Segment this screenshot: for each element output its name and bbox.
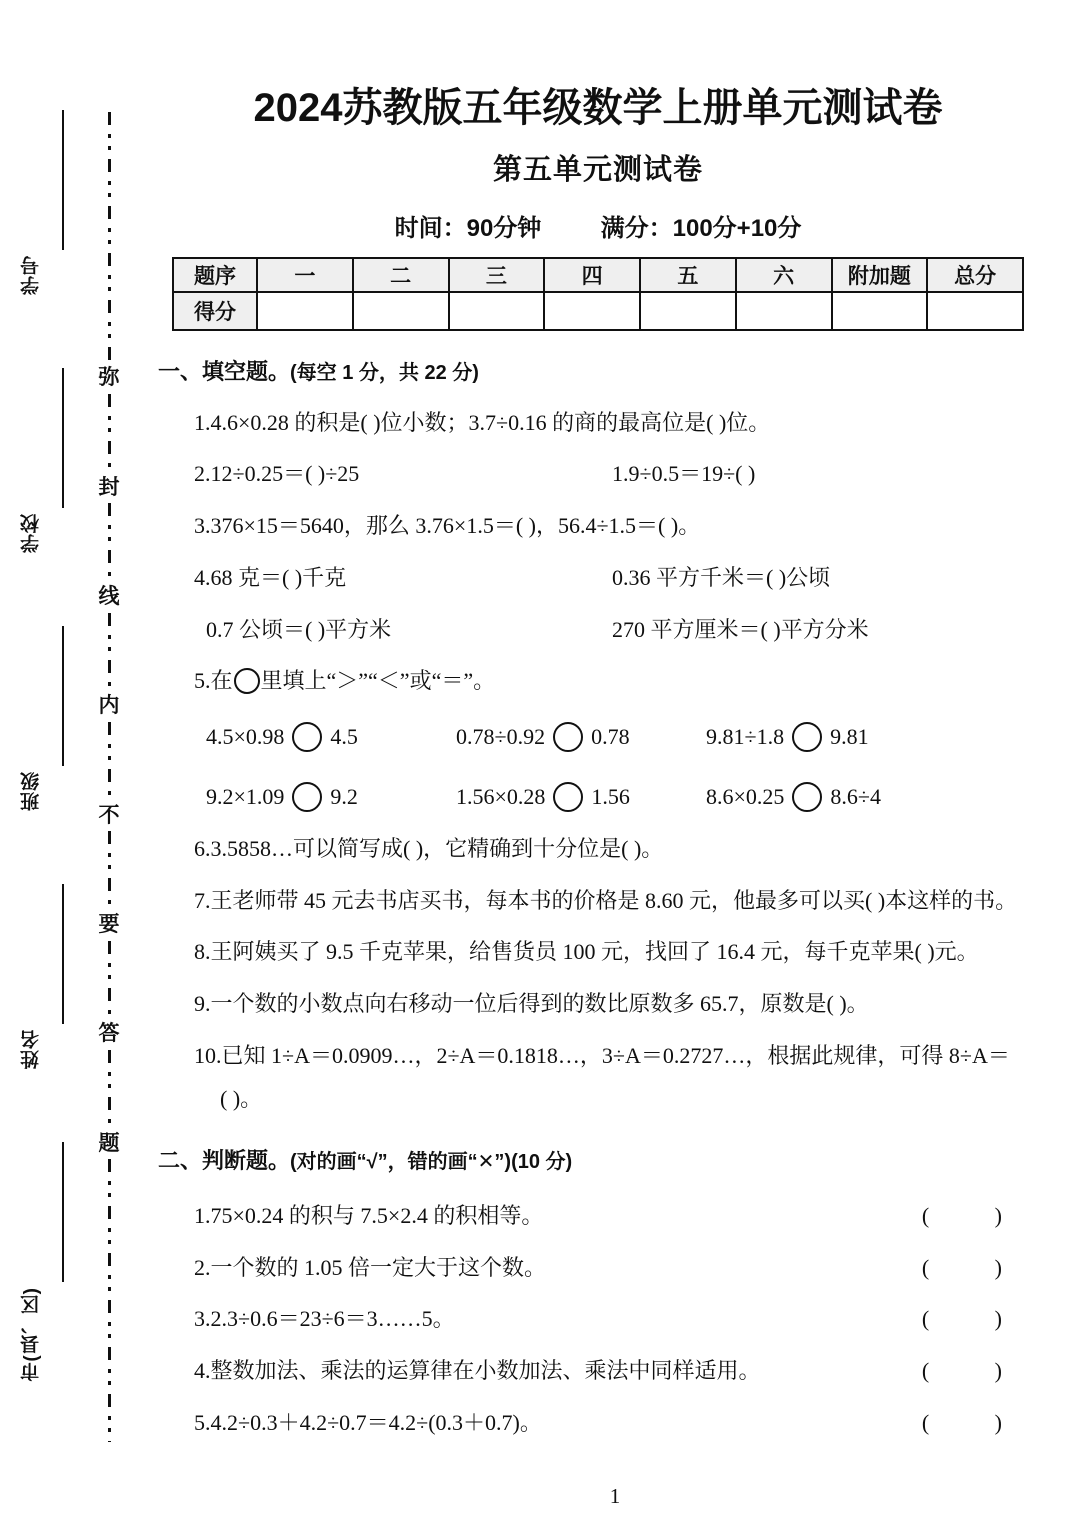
section-heading-1 [158,355,1038,386]
question-4b [158,615,1038,645]
seal-line-char: 弥 [98,366,120,390]
comparison-item [456,722,706,752]
question-10-continued: ( )。 [220,1086,263,1112]
seal-line-segment [96,831,122,910]
score-cell[interactable] [832,292,928,330]
field-rule [62,110,64,250]
seal-line-segment [96,112,122,363]
question-10: 10.已知 1÷A＝0.0909…，2÷A＝0.1818…，3÷A＝0.2727…，根据此规律，可得 8÷A＝ [194,1042,1010,1068]
question-2-left: 2.12÷0.25＝( )÷25 [194,461,360,487]
field-姓名 [18,884,88,1134]
score-table [172,257,1024,331]
score-cell[interactable] [544,292,640,330]
comparison-right: 4.5 [330,723,358,749]
comparison-item [206,722,456,752]
table-row [173,292,1023,330]
question-2-right: 1.9÷0.5＝19÷( ) [612,461,756,487]
score-cell[interactable] [353,292,449,330]
table-row [173,258,1023,292]
score-cell[interactable] [257,292,353,330]
score-cell[interactable] [449,292,545,330]
comparison-left: 8.6×0.25 [706,783,785,809]
comparison-left: 4.5×0.98 [206,723,285,749]
question-4 [158,563,1038,593]
comparison-item [206,782,456,812]
field-label: 学号 [21,255,42,295]
table-col-header: 五 [640,258,736,292]
comparison-left: 9.2×1.09 [206,783,285,809]
seal-dashed-line [96,112,122,1442]
seal-line-segment [96,722,122,801]
question-4b-right: 270 平方厘米＝( )平方分米 [612,616,869,642]
field-rule [62,626,64,766]
question-4-right: 0.36 平方千米＝( )公顷 [612,564,831,590]
field-学校 [18,368,88,618]
exam-page [150,0,1080,1527]
seal-line-segment [96,613,122,692]
section-heading-sub: (对的画“√”，错的画“✕”)(10 分) [290,1151,573,1174]
seal-line-char: 线 [98,584,120,608]
question-4b-left: 0.7 公顷＝( )平方米 [206,616,392,642]
comparison-item [706,782,1038,812]
table-col-header: 总分 [927,258,1023,292]
comparison-right: 0.78 [591,723,630,749]
field-班级 [18,626,88,876]
seal-line-segment [96,1159,122,1442]
seal-line-segment [96,1050,122,1129]
tf-item-5 [158,1408,1038,1438]
compare-circle-icon[interactable] [234,668,260,694]
section-heading-title: 二、判断题。 [158,1148,291,1174]
tf-item-2 [158,1253,1038,1283]
total-score-label: 满分：100分+10分 [600,214,802,242]
comparison-right: 1.56 [591,783,630,809]
table-col-header: 三 [449,258,545,292]
tf-answer-blank[interactable]: ( ) [921,1306,1032,1332]
question-5-suffix: 里填上“＞”“＜”或“＝”。 [260,668,496,694]
table-col-header: 四 [544,258,640,292]
question-5 [158,666,1038,696]
tf-item-text: 1.75×0.24 的积与 7.5×2.4 的积相等。 [194,1203,544,1229]
question-4-left: 4.68 克＝( )千克 [194,564,347,590]
comparison-left: 9.81÷1.8 [706,723,785,749]
score-cell[interactable] [736,292,832,330]
score-cell[interactable] [640,292,736,330]
tf-answer-blank[interactable]: ( ) [921,1254,1032,1280]
page-title: 2024苏教版五年级数学上册单元测试卷 [253,86,943,130]
comparison-right: 8.6÷4 [830,783,881,809]
tf-item-text: 5.4.2÷0.3＋4.2÷0.7＝4.2÷(0.3＋0.7)。 [194,1409,542,1435]
seal-line-segment [96,941,122,1020]
question-6: 6.3.5858…可以简写成( )，它精确到十分位是( )。 [194,835,664,861]
table-col-header: 附加题 [832,258,928,292]
table-row-header: 题序 [173,258,257,292]
section-heading-sub: (每空 1 分，共 22 分) [290,361,479,384]
seal-line-char: 内 [98,694,120,718]
score-cell[interactable] [927,292,1023,330]
comparison-right: 9.2 [330,783,358,809]
field-label: 学校 [21,513,42,553]
page-subtitle: 第五单元测试卷 [492,153,703,186]
student-info-fields [18,110,88,1430]
tf-item-text: 3.2.3÷0.6＝23÷6＝3……5。 [194,1306,455,1332]
section-heading-title: 一、填空题。 [158,358,291,384]
question-9: 9.一个数的小数点向右移动一位后得到的数比原数多 65.7，原数是( )。 [194,990,869,1016]
compare-circle-icon[interactable] [792,722,822,752]
question-5-prefix: 5.在 [194,668,233,694]
tf-answer-blank[interactable]: ( ) [921,1203,1032,1229]
compare-circle-icon[interactable] [553,722,583,752]
tf-item-text: 2.一个数的 1.05 倍一定大于这个数。 [194,1254,547,1280]
field-rule [62,1142,64,1282]
compare-circle-icon[interactable] [792,782,822,812]
tf-answer-blank[interactable]: ( ) [921,1358,1032,1384]
seal-line-char: 不 [98,803,120,827]
time-label: 时间：90分钟 [394,214,542,242]
seal-line-char: 答 [98,1022,120,1046]
tf-answer-blank[interactable]: ( ) [921,1409,1032,1435]
question-3: 3.376×15＝5640，那么 3.76×1.5＝( )，56.4÷1.5＝( )。 [194,513,701,539]
field-学号 [18,110,88,360]
question-7: 7.王老师带 45 元去书店买书，每本书的价格是 8.60 元，他最多可以买( )本这样的书。 [194,887,1018,913]
field-rule [62,884,64,1024]
seal-line-char: 要 [98,912,120,936]
seal-margin-area [0,0,150,1527]
comparison-item [706,722,1038,752]
tf-item-3 [158,1304,1038,1334]
compare-circle-icon[interactable] [292,782,322,812]
table-col-header: 二 [353,258,449,292]
seal-line-char: 题 [98,1131,120,1155]
table-col-header: 一 [257,258,353,292]
seal-line-char: 封 [98,475,120,499]
question-2 [158,459,1038,489]
field-label: 姓名 [21,1029,42,1069]
field-rule [62,368,64,508]
table-col-header: 六 [736,258,832,292]
field-市县区 [18,1142,88,1422]
tf-item-4 [158,1356,1038,1386]
question-1: 1.4.6×0.28 的积是( )位小数；3.7÷0.16 的商的最高位是( )位。 [194,409,771,435]
field-label: 市(县、区) [21,1287,42,1382]
compare-circle-icon[interactable] [553,782,583,812]
seal-line-segment [96,394,122,473]
tf-item-text: 4.整数加法、乘法的运算律在小数加法、乘法中同样适用。 [194,1358,761,1384]
tf-item-1 [158,1201,1038,1231]
page-number: 1 [609,1484,621,1508]
comparison-right: 9.81 [830,723,869,749]
comparison-item [456,782,706,812]
comparison-left: 1.56×0.28 [456,783,546,809]
compare-circle-icon[interactable] [292,722,322,752]
comparison-grid [158,722,1038,812]
field-label: 班级 [21,771,42,811]
comparison-left: 0.78÷0.92 [456,723,546,749]
question-8: 8.王阿姨买了 9.5 千克苹果，给售货员 100 元，找回了 16.4 元，每千克苹果( )元。 [194,939,979,965]
section-heading-2 [158,1144,1038,1175]
exam-meta [158,208,1038,243]
table-row-header: 得分 [173,292,257,330]
seal-line-segment [96,503,122,582]
